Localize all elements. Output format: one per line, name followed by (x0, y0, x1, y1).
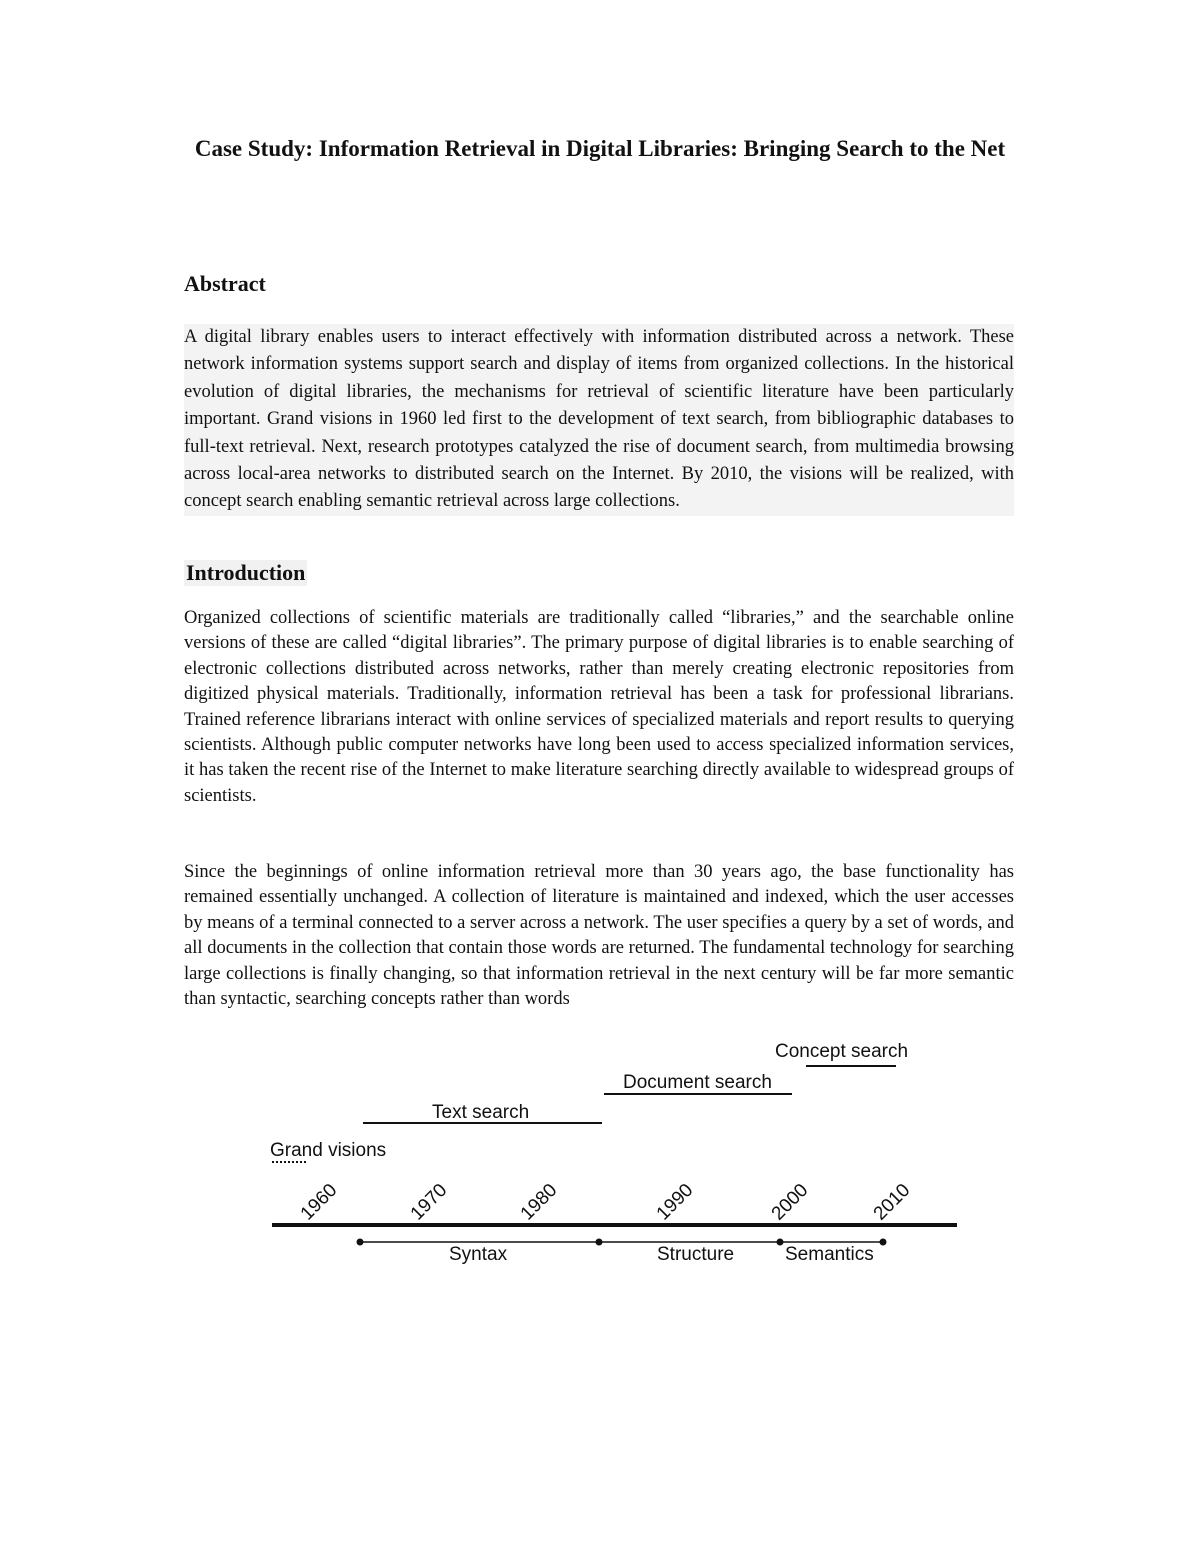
year-label-2000: 2000 (767, 1179, 813, 1225)
phase-label-semantics: Semantics (785, 1244, 874, 1265)
era-label-document-search: Document search (623, 1072, 772, 1093)
abstract-paragraph: A digital library enables users to interact effectively with information distributed across a network. These network information systems support search and display of items from organized collections. In the historical evolution of digital libraries, the mechanisms for retrieval of scientific literature have been particularly important. Grand visions in 1960 led first to the development of text search, from bibliographic databases to full-text retrieval. Next, research prototypes catalyzed the rise of document search, from multimedia browsing across local-area networks to distributed search on the Internet. By 2010, the visions will be realized, with concept search enabling semantic retrieval across large collections. (184, 324, 1014, 516)
phase-dot (777, 1239, 784, 1246)
timeline-figure (260, 1035, 970, 1275)
era-label-text-search: Text search (432, 1102, 530, 1123)
year-label-1960: 1960 (296, 1179, 342, 1225)
phase-label-syntax: Syntax (449, 1244, 508, 1265)
year-label-2010: 2010 (869, 1179, 915, 1225)
introduction-heading: Introduction (186, 560, 306, 585)
year-label-1970: 1970 (406, 1179, 452, 1225)
phase-label-structure: Structure (657, 1244, 735, 1265)
phase-dot (357, 1239, 364, 1246)
year-label-1980: 1980 (516, 1179, 562, 1225)
timeline-diagram (260, 1035, 970, 1275)
document-title: Case Study: Information Retrieval in Digital Libraries: Bringing Search to the Net (194, 136, 1006, 161)
era-label-grand-visions: Grand visions (270, 1140, 387, 1161)
abstract-heading: Abstract (184, 271, 266, 296)
phase-dot (880, 1239, 887, 1246)
era-label-concept-search: Concept search (775, 1041, 909, 1062)
year-label-1990: 1990 (652, 1179, 698, 1225)
phase-dot (596, 1239, 603, 1246)
introduction-paragraph-1: Organized collections of scientific materials are traditionally called “libraries,” and the searchable online versions of these are called “digital libraries”. The primary purpose of digital libraries is to enable searching of electronic collections distributed across networks, rather than merely creating electronic repositories from digitized physical materials. Traditionally, information retrieval has been a task for professional librarians. Trained reference librarians interact with online services of specialized materials and report results to querying scientists. Although public computer networks have long been used to access specialized information services, it has taken the recent rise of the Internet to make literature searching directly available to widespread groups of scientists. (184, 608, 1014, 806)
introduction-paragraph-2: Since the beginnings of online information retrieval more than 30 years ago, the base functionality has remained essentially unchanged. A collection of literature is maintained and indexed, which the user accesses by means of a terminal connected to a server across a network. The user specifies a query by a set of words, and all documents in the collection that contain those words are returned. The fundamental technology for searching large collections is finally changing, so that information retrieval in the next century will be far more semantic than syntactic, searching concepts rather than words (184, 862, 1014, 1010)
